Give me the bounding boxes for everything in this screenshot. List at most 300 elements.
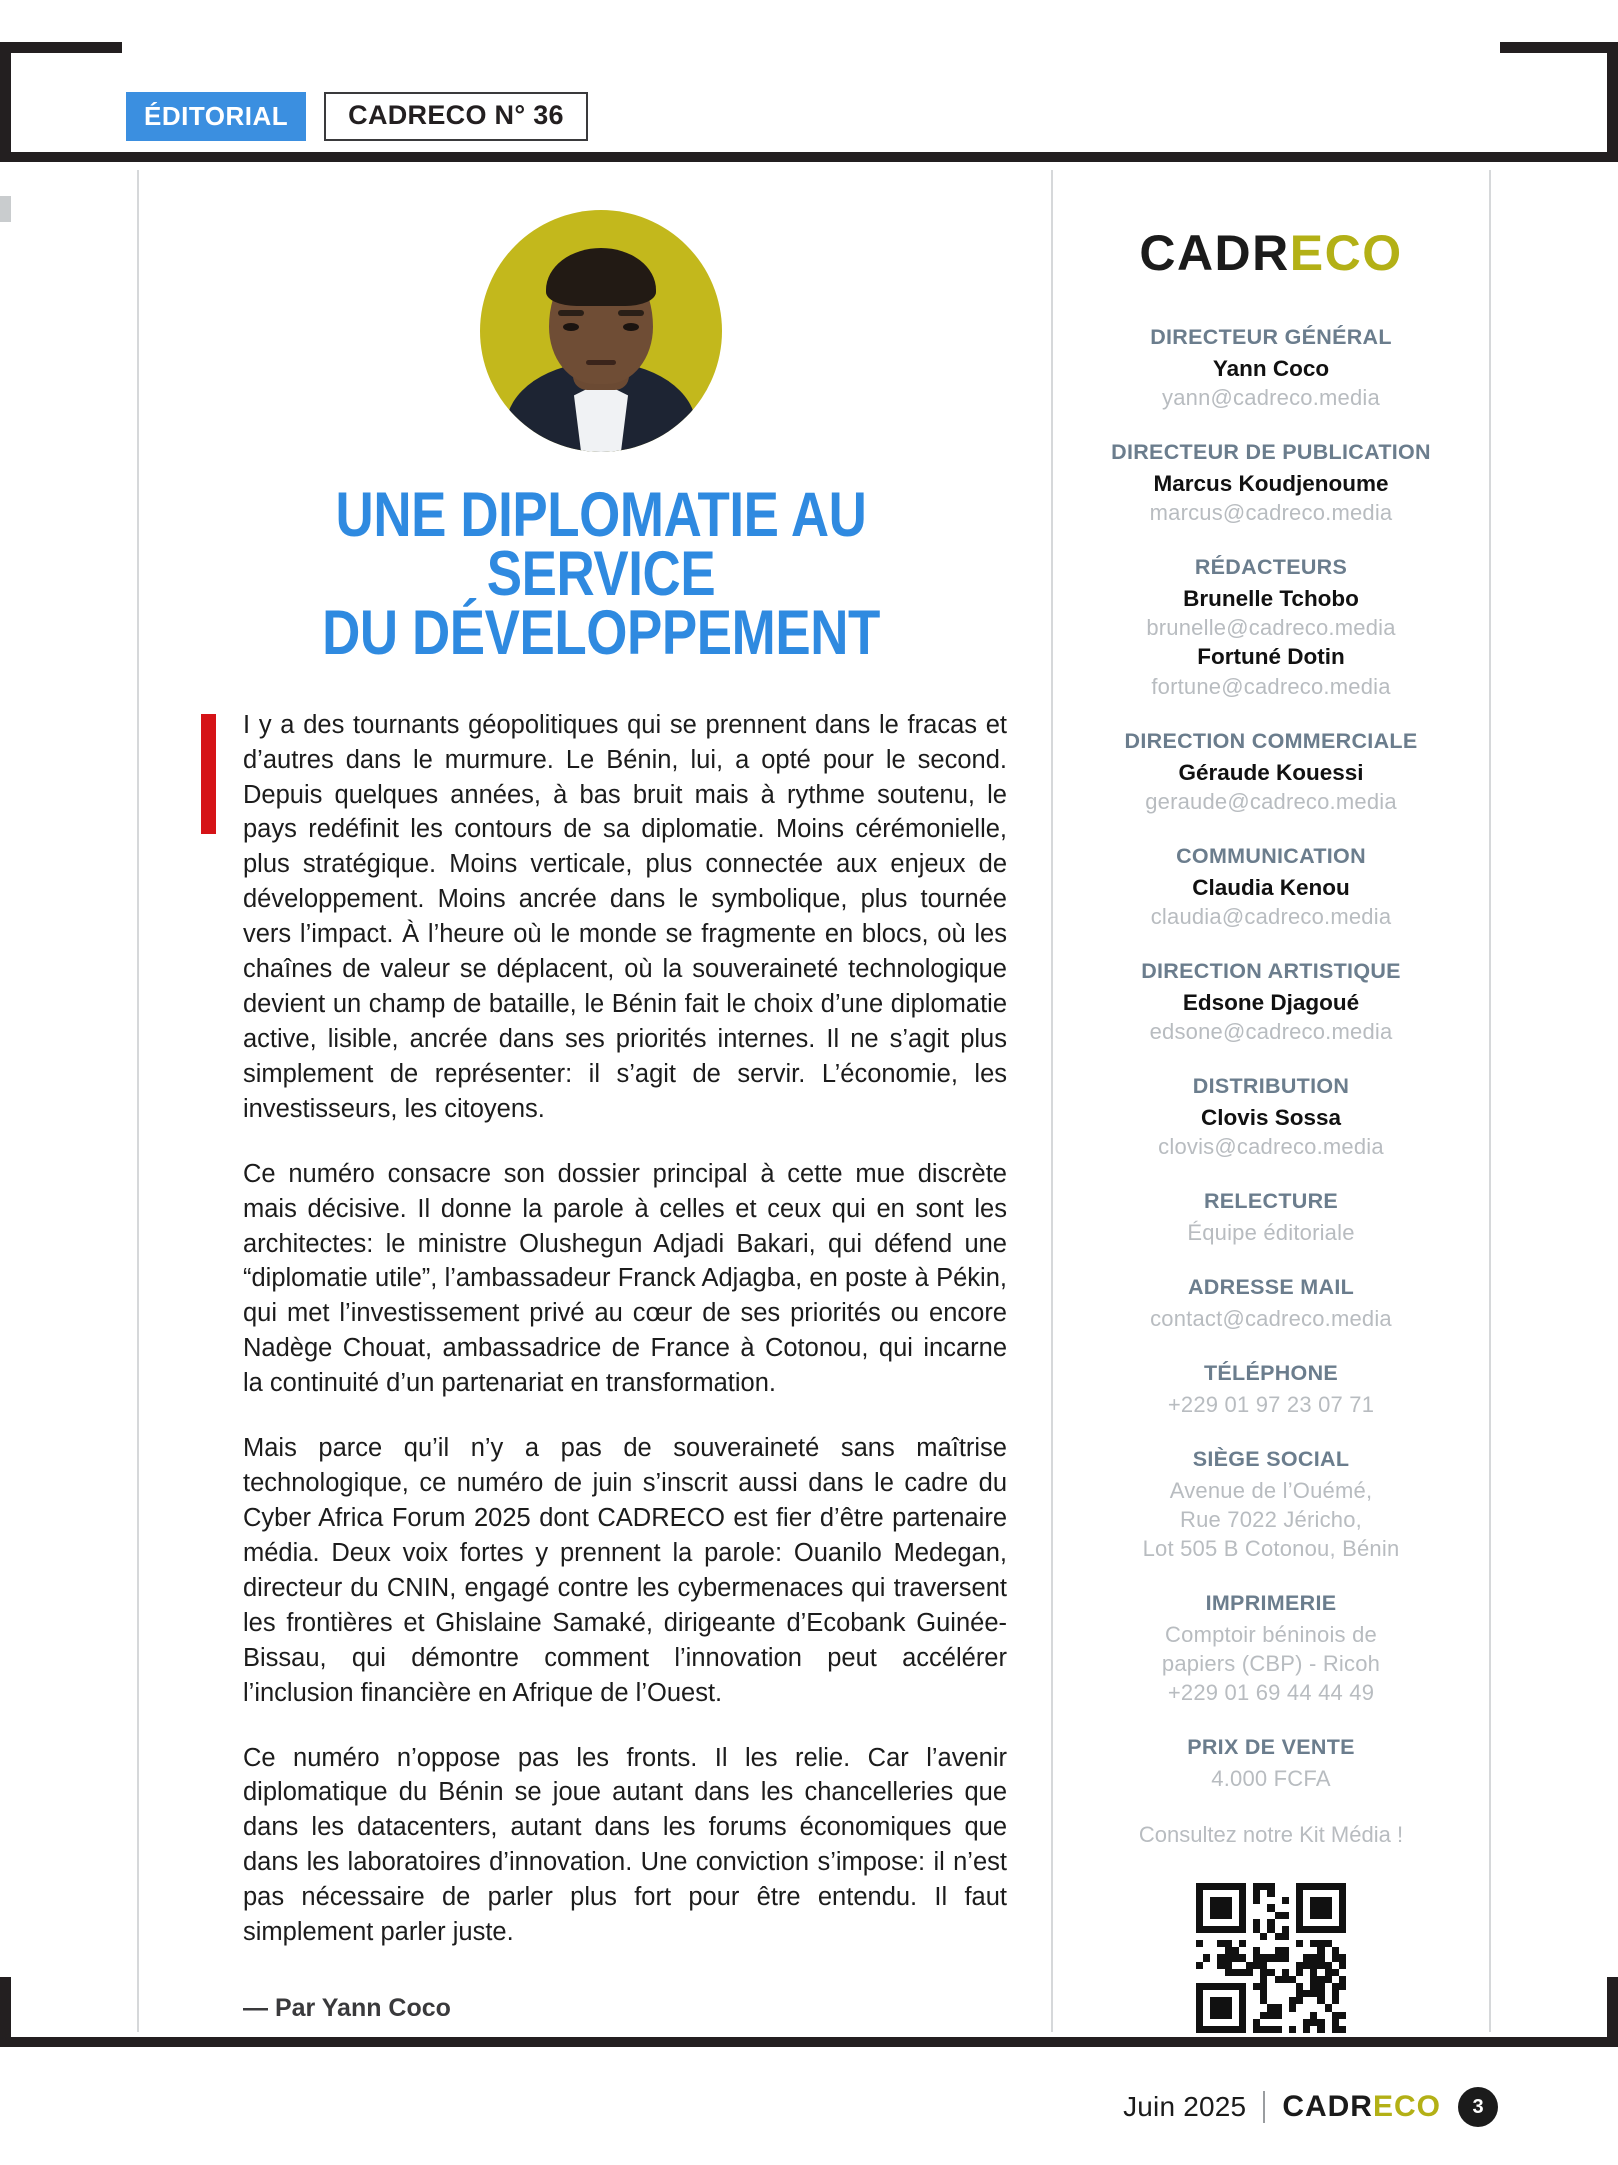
qr-module <box>1217 2026 1224 2033</box>
qr-module <box>1217 1947 1224 1954</box>
qr-module <box>1332 1933 1339 1940</box>
qr-module <box>1310 1997 1317 2004</box>
qr-module <box>1289 2019 1296 2026</box>
masthead-detail: +229 01 97 23 07 71 <box>1167 1392 1375 1418</box>
qr-module <box>1232 2026 1239 2033</box>
qr-module <box>1310 1990 1317 1997</box>
qr-module <box>1310 1954 1317 1961</box>
qr-module <box>1339 1983 1346 1990</box>
qr-module <box>1325 1897 1332 1904</box>
qr-module <box>1210 1912 1217 1919</box>
qr-module <box>1232 1926 1239 1933</box>
masthead-detail: clovis@cadreco.media <box>1158 1134 1384 1160</box>
masthead-detail: marcus@cadreco.media <box>1149 500 1393 526</box>
qr-module <box>1303 1919 1310 1926</box>
qr-module <box>1253 1890 1260 1897</box>
qr-module <box>1232 2004 1239 2011</box>
qr-module <box>1289 2004 1296 2011</box>
qr-module <box>1282 1933 1289 1940</box>
qr-module <box>1317 2026 1324 2033</box>
qr-module <box>1339 1940 1346 1947</box>
qr-module <box>1296 1990 1303 1997</box>
qr-module <box>1225 1947 1232 1954</box>
qr-module <box>1225 1962 1232 1969</box>
qr-module <box>1253 1954 1260 1961</box>
masthead-detail: geraude@cadreco.media <box>1145 788 1397 814</box>
qr-module <box>1196 1890 1203 1897</box>
masthead-role: DISTRIBUTION <box>1192 1074 1350 1099</box>
frame-edge-right-top <box>1607 42 1618 154</box>
qr-module <box>1253 1912 1260 1919</box>
masthead-sidebar <box>1075 225 1467 2033</box>
qr-module <box>1325 2019 1332 2026</box>
footer-logo-dark: CADR <box>1282 2090 1373 2123</box>
qr-module <box>1239 2012 1246 2019</box>
qr-module <box>1339 1997 1346 2004</box>
qr-module <box>1232 1919 1239 1926</box>
qr-module <box>1246 1947 1253 1954</box>
qr-module <box>1225 1926 1232 1933</box>
qr-module <box>1239 1969 1246 1976</box>
qr-code[interactable] <box>1196 1883 1346 2033</box>
qr-module <box>1282 1897 1289 1904</box>
qr-module <box>1310 1919 1317 1926</box>
qr-module <box>1260 1997 1267 2004</box>
qr-module <box>1310 1962 1317 1969</box>
qr-module <box>1289 2012 1296 2019</box>
qr-module <box>1232 1990 1239 1997</box>
qr-module <box>1260 1890 1267 1897</box>
qr-module <box>1196 1962 1203 1969</box>
qr-module <box>1282 1990 1289 1997</box>
masthead-role: PRIX DE VENTE <box>1187 1735 1355 1760</box>
qr-module <box>1217 1990 1224 1997</box>
qr-module <box>1239 1940 1246 1947</box>
qr-module <box>1210 1969 1217 1976</box>
qr-module <box>1253 1976 1260 1983</box>
qr-module <box>1332 1940 1339 1947</box>
portrait-eye-left <box>563 323 579 331</box>
qr-module <box>1210 2012 1217 2019</box>
qr-module <box>1310 2026 1317 2033</box>
qr-module <box>1310 1947 1317 1954</box>
qr-module <box>1225 2004 1232 2011</box>
masthead-role: RELECTURE <box>1203 1189 1339 1214</box>
qr-module <box>1289 1990 1296 1997</box>
qr-module <box>1325 2004 1332 2011</box>
qr-module <box>1332 1912 1339 1919</box>
qr-module <box>1282 1883 1289 1890</box>
qr-module <box>1196 1997 1203 2004</box>
qr-module <box>1196 1969 1203 1976</box>
qr-module <box>1282 1976 1289 1983</box>
qr-module <box>1267 2019 1274 2026</box>
qr-module <box>1239 1926 1246 1933</box>
accent-bar <box>201 714 216 834</box>
qr-module <box>1246 1897 1253 1904</box>
qr-module <box>1325 1904 1332 1911</box>
qr-module <box>1239 1897 1246 1904</box>
qr-module <box>1310 1904 1317 1911</box>
qr-module <box>1203 1997 1210 2004</box>
qr-module <box>1339 1904 1346 1911</box>
qr-module <box>1310 1983 1317 1990</box>
qr-module <box>1303 1912 1310 1919</box>
logo-text-dark: CADR <box>1139 225 1290 281</box>
qr-module <box>1196 1954 1203 1961</box>
qr-module <box>1225 1940 1232 1947</box>
frame-rule-under-header <box>0 152 1618 162</box>
qr-module <box>1317 1954 1324 1961</box>
qr-module <box>1282 1912 1289 1919</box>
masthead-person-name: Yann Coco <box>1212 355 1330 381</box>
qr-module <box>1239 2004 1246 2011</box>
qr-module <box>1225 1983 1232 1990</box>
qr-module <box>1196 2004 1203 2011</box>
qr-module <box>1203 1904 1210 1911</box>
qr-module <box>1296 2019 1303 2026</box>
qr-module <box>1239 1976 1246 1983</box>
qr-module <box>1275 1983 1282 1990</box>
qr-module <box>1232 1883 1239 1890</box>
qr-module <box>1282 1969 1289 1976</box>
article-signature: — Par Yann Coco <box>243 1994 451 2023</box>
frame-rule-bottom <box>0 2037 1618 2047</box>
qr-module <box>1203 1940 1210 1947</box>
qr-module <box>1210 1890 1217 1897</box>
qr-module <box>1289 1947 1296 1954</box>
section-badge: ÉDITORIAL <box>126 92 306 141</box>
qr-module <box>1332 1883 1339 1890</box>
qr-module <box>1275 1883 1282 1890</box>
qr-module <box>1239 1954 1246 1961</box>
qr-module <box>1232 1947 1239 1954</box>
logo-text-olive: ECO <box>1289 225 1403 281</box>
qr-module <box>1210 1933 1217 1940</box>
qr-module <box>1317 1976 1324 1983</box>
masthead-role: DIRECTEUR GÉNÉRAL <box>1150 325 1392 349</box>
qr-module <box>1267 1969 1274 1976</box>
qr-module <box>1267 1897 1274 1904</box>
qr-module <box>1289 1904 1296 1911</box>
qr-module <box>1203 2004 1210 2011</box>
qr-module <box>1196 1897 1203 1904</box>
qr-module <box>1210 1947 1217 1954</box>
qr-module <box>1253 2004 1260 2011</box>
qr-module <box>1289 1962 1296 1969</box>
qr-module <box>1203 1926 1210 1933</box>
masthead-role: IMPRIMERIE <box>1205 1591 1337 1616</box>
qr-module <box>1275 1904 1282 1911</box>
qr-module <box>1246 1976 1253 1983</box>
qr-module <box>1253 1962 1260 1969</box>
qr-module <box>1339 1926 1346 1933</box>
qr-module <box>1289 1919 1296 1926</box>
qr-module <box>1289 1997 1296 2004</box>
qr-module <box>1203 1969 1210 1976</box>
qr-module <box>1282 1926 1289 1933</box>
qr-module <box>1260 1912 1267 1919</box>
qr-module <box>1246 1997 1253 2004</box>
qr-module <box>1303 1926 1310 1933</box>
qr-module <box>1217 1976 1224 1983</box>
qr-module <box>1253 1940 1260 1947</box>
qr-module <box>1232 1983 1239 1990</box>
masthead-role: DIRECTEUR DE PUBLICATION <box>1111 440 1431 465</box>
qr-module <box>1332 1897 1339 1904</box>
qr-module <box>1332 2019 1339 2026</box>
qr-module <box>1325 1969 1332 1976</box>
qr-module <box>1246 1933 1253 1940</box>
masthead-block <box>1075 1274 1467 1333</box>
qr-module <box>1225 1919 1232 1926</box>
qr-module <box>1317 1933 1324 1940</box>
qr-module <box>1325 1997 1332 2004</box>
qr-module <box>1217 1883 1224 1890</box>
qr-module <box>1267 1933 1274 1940</box>
qr-module <box>1339 1969 1346 1976</box>
qr-module <box>1210 1983 1217 1990</box>
qr-module <box>1332 1919 1339 1926</box>
qr-module <box>1210 2004 1217 2011</box>
qr-module <box>1282 1904 1289 1911</box>
qr-module <box>1332 1954 1339 1961</box>
qr-module <box>1339 1976 1346 1983</box>
masthead-role: DIRECTION ARTISTIQUE <box>1141 959 1401 984</box>
qr-module <box>1225 1990 1232 1997</box>
qr-module <box>1275 1919 1282 1926</box>
qr-module <box>1267 1883 1274 1890</box>
qr-module <box>1303 1962 1310 1969</box>
qr-module <box>1239 1990 1246 1997</box>
masthead-block <box>1075 439 1467 527</box>
qr-module <box>1325 1919 1332 1926</box>
qr-module <box>1239 1983 1246 1990</box>
qr-module <box>1210 1919 1217 1926</box>
qr-module <box>1260 1926 1267 1933</box>
qr-module <box>1296 2026 1303 2033</box>
qr-module <box>1275 1926 1282 1933</box>
qr-module <box>1339 1947 1346 1954</box>
qr-module <box>1325 2012 1332 2019</box>
qr-module <box>1296 1912 1303 1919</box>
qr-module <box>1317 1990 1324 1997</box>
headline-line-1: UNE DIPLOMATIE AU SERVICE <box>335 480 867 610</box>
qr-module <box>1203 1983 1210 1990</box>
qr-module <box>1282 1983 1289 1990</box>
qr-module <box>1289 1926 1296 1933</box>
qr-module <box>1217 1904 1224 1911</box>
qr-module <box>1217 2012 1224 2019</box>
qr-module <box>1339 1883 1346 1890</box>
masthead-detail: yann@cadreco.media <box>1162 385 1380 411</box>
qr-module <box>1253 1926 1260 1933</box>
qr-module <box>1310 1912 1317 1919</box>
qr-module <box>1296 2004 1303 2011</box>
portrait-shirt <box>574 382 628 452</box>
masthead-block <box>1075 1360 1467 1419</box>
qr-module <box>1196 1983 1203 1990</box>
qr-module <box>1217 1962 1224 1969</box>
masthead-block <box>1075 958 1467 1046</box>
qr-module <box>1196 1933 1203 1940</box>
qr-module <box>1296 1997 1303 2004</box>
qr-module <box>1260 1933 1267 1940</box>
article-paragraph: Ce numéro consacre son dossier principal à cette mue discrète mais décisive. Il donne la parole à celles et ceux qui en sont les architectes: le ministre Olushegun Adjadi Bakari, qui défend une “diplomatie utile”, l’ambassadeur Franck Adjagba, en poste à Pékin, qui met l’investissement privé au cœur de ses priorités ou encore Nadège Chouat, ambassadrice de France à Cotonou, qui incarne la continuité d’un partenariat en transformation. <box>243 1159 1007 1398</box>
qr-module <box>1332 1947 1339 1954</box>
qr-module <box>1296 1969 1303 1976</box>
qr-module <box>1296 1962 1303 1969</box>
qr-module <box>1246 1883 1253 1890</box>
qr-module <box>1296 1947 1303 1954</box>
qr-module <box>1282 2004 1289 2011</box>
masthead-person-name: Claudia Kenou <box>1192 874 1350 900</box>
qr-module <box>1275 1890 1282 1897</box>
qr-module <box>1310 2004 1317 2011</box>
qr-module <box>1267 1940 1274 1947</box>
qr-module <box>1210 1926 1217 1933</box>
qr-module <box>1196 1940 1203 1947</box>
qr-module <box>1225 1933 1232 1940</box>
qr-module <box>1232 2019 1239 2026</box>
qr-module <box>1210 1904 1217 1911</box>
qr-module <box>1289 1940 1296 1947</box>
qr-module <box>1232 1897 1239 1904</box>
masthead-block <box>1075 324 1467 412</box>
issue-badge: CADRECO N° 36 <box>324 92 588 141</box>
page-footer <box>1123 2087 1498 2127</box>
qr-module <box>1296 1904 1303 1911</box>
qr-module <box>1232 1997 1239 2004</box>
qr-module <box>1339 1897 1346 1904</box>
qr-module <box>1260 1976 1267 1983</box>
qr-module <box>1332 2026 1339 2033</box>
qr-module <box>1203 1912 1210 1919</box>
masthead-detail: Équipe éditoriale <box>1187 1220 1355 1246</box>
qr-module <box>1225 1969 1232 1976</box>
qr-module <box>1239 1912 1246 1919</box>
footer-separator <box>1263 2091 1265 2123</box>
qr-module <box>1317 1962 1324 1969</box>
frame-edge-left-top <box>0 42 11 154</box>
qr-module <box>1339 1919 1346 1926</box>
qr-module <box>1317 2004 1324 2011</box>
qr-module <box>1289 1976 1296 1983</box>
masthead-role: SIÈGE SOCIAL <box>1192 1447 1350 1472</box>
masthead-role: COMMUNICATION <box>1176 843 1366 868</box>
qr-module <box>1339 2026 1346 2033</box>
qr-module <box>1310 1976 1317 1983</box>
qr-module <box>1282 1919 1289 1926</box>
editorial-article <box>195 210 1007 2023</box>
qr-module <box>1289 1890 1296 1897</box>
qr-module <box>1339 1962 1346 1969</box>
qr-module <box>1203 1919 1210 1926</box>
qr-module <box>1267 1904 1274 1911</box>
qr-module <box>1303 1947 1310 1954</box>
qr-module <box>1282 2012 1289 2019</box>
qr-module <box>1210 1990 1217 1997</box>
qr-module <box>1239 1890 1246 1897</box>
qr-module <box>1289 1969 1296 1976</box>
qr-module <box>1246 2012 1253 2019</box>
headline-line-2: DU DÉVELOPPEMENT <box>322 598 880 669</box>
qr-module <box>1332 1962 1339 1969</box>
qr-module <box>1289 1983 1296 1990</box>
qr-module <box>1232 1954 1239 1961</box>
qr-module <box>1282 1997 1289 2004</box>
column-divider-left <box>137 170 139 2032</box>
qr-module <box>1303 1897 1310 1904</box>
qr-module <box>1310 1926 1317 1933</box>
qr-module <box>1246 1990 1253 1997</box>
qr-module <box>1253 1897 1260 1904</box>
qr-module <box>1239 1904 1246 1911</box>
qr-module <box>1332 1976 1339 1983</box>
qr-module <box>1325 1912 1332 1919</box>
qr-module <box>1203 1933 1210 1940</box>
qr-module <box>1325 1976 1332 1983</box>
qr-module <box>1203 2026 1210 2033</box>
qr-module <box>1196 1976 1203 1983</box>
masthead-detail: 4.000 FCFA <box>1211 1765 1331 1791</box>
qr-module <box>1217 1897 1224 1904</box>
qr-module <box>1225 1897 1232 1904</box>
qr-module <box>1339 1933 1346 1940</box>
qr-module <box>1325 2026 1332 2033</box>
qr-module <box>1225 2019 1232 2026</box>
column-divider-far-right <box>1489 170 1491 2032</box>
qr-module <box>1310 1897 1317 1904</box>
masthead-detail: Avenue de l’Ouémé, Rue 7022 Jéricho, Lot 505 B Cotonou, Bénin <box>1142 1477 1400 1562</box>
masthead-person-name: Fortuné Dotin <box>1197 644 1345 670</box>
qr-module <box>1196 1947 1203 1954</box>
qr-module <box>1317 1940 1324 1947</box>
qr-module <box>1267 1890 1274 1897</box>
qr-module <box>1267 1954 1274 1961</box>
qr-module <box>1239 1962 1246 1969</box>
qr-module <box>1339 2004 1346 2011</box>
qr-module <box>1260 1947 1267 1954</box>
qr-module <box>1232 1933 1239 1940</box>
qr-module <box>1253 1947 1260 1954</box>
frame-edge-right-bottom <box>1607 1977 1618 2047</box>
frame-edge-left-bottom <box>0 1977 11 2047</box>
qr-module <box>1296 1919 1303 1926</box>
masthead-detail: brunelle@cadreco.media <box>1146 615 1396 641</box>
qr-module <box>1210 2026 1217 2033</box>
qr-module <box>1210 1962 1217 1969</box>
qr-module <box>1253 1883 1260 1890</box>
qr-module <box>1275 1912 1282 1919</box>
qr-module <box>1246 2019 1253 2026</box>
qr-module <box>1217 1890 1224 1897</box>
qr-module <box>1217 1912 1224 1919</box>
qr-module <box>1317 1890 1324 1897</box>
qr-module <box>1217 1969 1224 1976</box>
cadreco-logo <box>1075 225 1467 281</box>
qr-module <box>1246 2026 1253 2033</box>
qr-module <box>1239 1919 1246 1926</box>
qr-module <box>1332 2004 1339 2011</box>
masthead-detail: edsone@cadreco.media <box>1149 1019 1393 1045</box>
qr-module <box>1225 2012 1232 2019</box>
qr-module <box>1253 1990 1260 1997</box>
qr-module <box>1325 1883 1332 1890</box>
qr-module <box>1317 2019 1324 2026</box>
qr-module <box>1210 2019 1217 2026</box>
qr-module <box>1239 1933 1246 1940</box>
